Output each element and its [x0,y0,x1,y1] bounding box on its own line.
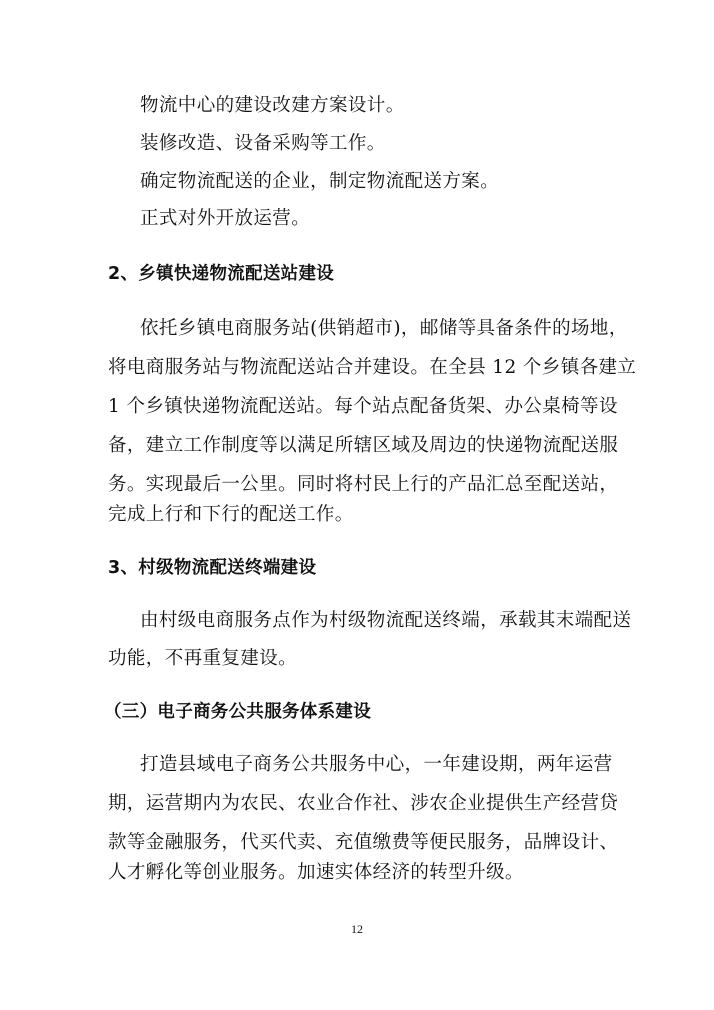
paragraph-line: 期，运营期内为农民、农业合作社、涉农企业提供生产经营贷 [108,793,619,814]
section-heading: 2、乡镇快递物流配送站建设 [108,264,335,284]
paragraph-line: 1 个乡镇快递物流配送站。每个站点配备货架、办公桌椅等设 [108,396,618,417]
paragraph-line: 功能，不再重复建设。 [108,648,298,669]
list-item: 装修改造、设备采购等工作。 [140,133,386,154]
paragraph-line: 打造县域电子商务公共服务中心，一年建设期，两年运营 [140,754,613,775]
paragraph-line: 将电商服务站与物流配送站合并建设。在全县 12 个乡镇各建立 [108,357,637,378]
page-number: 12 [351,922,363,936]
list-item: 正式对外开放运营。 [140,208,311,229]
list-item: 物流中心的建设改建方案设计。 [140,95,405,116]
paragraph-line: 人才孵化等创业服务。加速实体经济的转型升级。 [108,862,524,883]
paragraph-line: 务。实现最后一公里。同时将村民上行的产品汇总至配送站， [108,474,619,495]
paragraph-line: 备，建立工作制度等以满足所辖区域及周边的快递物流配送服 [108,435,619,456]
section-heading: （三）电子商务公共服务体系建设 [104,702,371,722]
paragraph-line: 由村级电商服务点作为村级物流配送终端，承载其末端配送 [140,610,632,631]
list-item: 确定物流配送的企业，制定物流配送方案。 [140,171,500,192]
section-heading: 3、村级物流配送终端建设 [108,558,317,578]
paragraph-line: 完成上行和下行的配送工作。 [108,504,354,525]
paragraph-line: 依托乡镇电商服务站(供销超市)，邮储等具备条件的场地， [140,318,628,339]
paragraph-line: 款等金融服务，代买代卖、充值缴费等便民服务，品牌设计、 [108,832,619,853]
